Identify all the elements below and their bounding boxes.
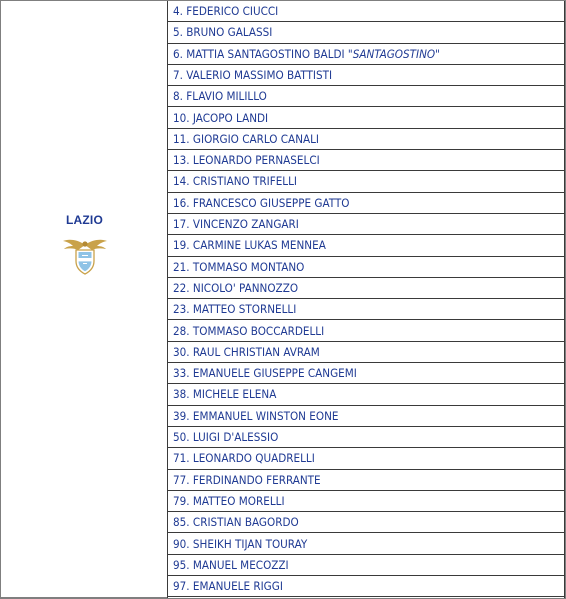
- player-name: CRISTIAN BAGORDO: [192, 515, 299, 530]
- player-name: EMANUELE GIUSEPPE CANGEMI: [192, 366, 357, 381]
- player-name: FRANCESCO GIUSEPPE GATTO: [192, 195, 350, 210]
- player-row: [168, 384, 565, 405]
- player-number: 22.: [173, 280, 190, 295]
- player-row: [168, 129, 565, 150]
- player-row: [168, 171, 565, 192]
- player-name: FEDERICO CIUCCI: [186, 4, 279, 18]
- player-number: 38.: [173, 387, 190, 402]
- player-number: 97.: [173, 579, 190, 594]
- player-number: 10.: [173, 110, 190, 125]
- player-name: SHEIKH TIJAN TOURAY: [192, 536, 308, 551]
- player-name: CARMINE LUKAS MENNEA: [192, 238, 326, 253]
- player-name: LEONARDO PERNASELCI: [192, 153, 320, 168]
- player-number: 5.: [173, 25, 183, 40]
- player-nickname: "SANTAGOSTINO": [347, 46, 440, 61]
- player-number: 6.: [173, 46, 183, 61]
- player-row: [168, 278, 565, 299]
- player-number: 28.: [173, 323, 190, 338]
- player-number: 13.: [173, 153, 190, 168]
- player-row: [168, 150, 565, 171]
- player-row: [168, 44, 565, 65]
- player-name: FERDINANDO FERRANTE: [192, 472, 321, 487]
- player-number: 17.: [173, 217, 190, 231]
- player-row: [168, 342, 565, 363]
- player-number: 14.: [173, 174, 190, 189]
- player-row: [168, 576, 565, 597]
- player-name: TOMMASO MONTANO: [192, 259, 305, 274]
- player-name: MATTEO MORELLI: [192, 493, 285, 508]
- team-name: LAZIO: [66, 213, 103, 227]
- player-number: 95.: [173, 557, 190, 572]
- player-name: LEONARDO QUADRELLI: [192, 451, 315, 466]
- player-number: 71.: [173, 451, 190, 466]
- player-name: VALERIO MASSIMO BATTISTI: [186, 67, 333, 82]
- player-row: [168, 257, 565, 278]
- player-row: [168, 86, 565, 107]
- player-number: 50.: [173, 430, 190, 444]
- player-name: EMANUELE RIGGI: [192, 579, 283, 594]
- player-row: [168, 108, 565, 129]
- player-number: 79.: [173, 493, 190, 508]
- player-number: 90.: [173, 536, 190, 551]
- player-name: RAUL CHRISTIAN AVRAM: [192, 344, 320, 359]
- player-name: BRUNO GALASSI: [186, 25, 273, 40]
- lazio-eagle-crest-icon: [62, 237, 108, 277]
- player-name: TOMMASO BOCCARDELLI: [192, 323, 325, 338]
- player-row: [168, 193, 565, 214]
- team-cell: [0, 0, 167, 598]
- player-number: 4.: [173, 4, 183, 18]
- player-row: [168, 427, 565, 448]
- player-name: MANUEL MECOZZI: [192, 557, 289, 572]
- player-name: MATTIA SANTAGOSTINO BALDI: [186, 46, 345, 61]
- player-row: [168, 534, 565, 555]
- player-number: 39.: [173, 408, 190, 423]
- player-name: EMMANUEL WINSTON EONE: [192, 408, 339, 423]
- player-row: [168, 555, 565, 576]
- player-number: 23.: [173, 302, 190, 317]
- player-name: GIORGIO CARLO CANALI: [192, 131, 320, 146]
- player-number: 30.: [173, 344, 190, 359]
- player-name: MICHELE ELENA: [192, 387, 277, 402]
- player-row: [168, 470, 565, 491]
- player-row: [168, 235, 565, 256]
- player-number: 19.: [173, 238, 190, 253]
- player-row: [168, 321, 565, 342]
- player-row: [168, 65, 565, 86]
- player-row: [168, 491, 565, 512]
- player-row: [168, 512, 565, 533]
- player-number: 11.: [173, 131, 190, 146]
- player-number: 33.: [173, 366, 190, 381]
- player-number: 7.: [173, 67, 183, 82]
- player-name: CRISTIANO TRIFELLI: [192, 174, 298, 189]
- player-name: MATTEO STORNELLI: [192, 302, 297, 317]
- player-name: NICOLO' PANNOZZO: [192, 280, 299, 295]
- player-row: [168, 406, 565, 427]
- player-name: JACOPO LANDI: [192, 110, 269, 125]
- player-row: [168, 1, 565, 22]
- player-row: [168, 214, 565, 235]
- player-row: [168, 299, 565, 320]
- player-number: 16.: [173, 195, 190, 210]
- player-row: [168, 22, 565, 43]
- player-row: [168, 448, 565, 469]
- player-row: [168, 363, 565, 384]
- player-number: 77.: [173, 472, 190, 487]
- player-name: FLAVIO MILILLO: [186, 89, 267, 104]
- player-number: 8.: [173, 89, 183, 104]
- player-number: 21.: [173, 259, 190, 274]
- player-number: 85.: [173, 515, 190, 530]
- player-name: LUIGI D'ALESSIO: [192, 430, 279, 444]
- player-name: VINCENZO ZANGARI: [192, 217, 299, 231]
